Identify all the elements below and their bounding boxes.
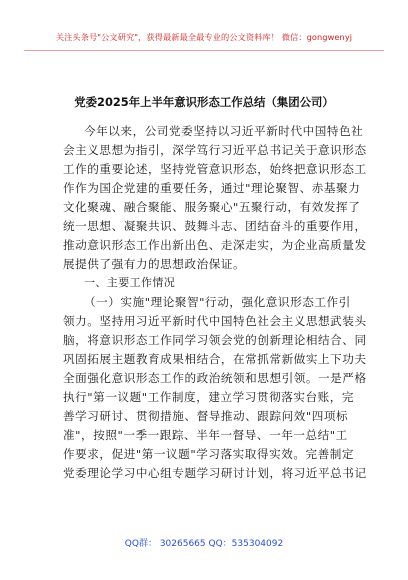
body-line: 执行"第一议题"工作制度，建立学习贯彻落实台账，完 [63,390,355,404]
body-line: 展提供了强有力的思想政治保证。 [63,257,246,271]
header-divider [24,50,384,51]
body-line: 全面强化意识形态工作的政治统领和思想引领。一是严格 [63,371,367,385]
document-title: 党委2025年上半年意识形态工作总结（集团公司） [74,95,334,109]
body-line: 党委理论学习中心组专题学习研讨计划，将习近平总书记 [63,466,367,480]
section-heading: 一、主要工作情况 [84,276,176,289]
body-line: 善学习研讨、贯彻措施、督导推动、跟踪问效"四项标 [63,409,349,423]
body-line: 文化聚魂、融合聚能、服务聚心"五聚行动，有效发挥了 [63,200,361,214]
body-line: 准"，按照"一季一跟踪、半年一督导、一年一总结"工 [63,428,348,442]
body-line: 领力。坚持用习近平新时代中国特色社会主义思想武装头 [63,314,367,328]
footer-contact-info: QQ群： 30265665 QQ：535304092 [124,539,284,549]
body-line: 统一思想、凝聚共识、鼓舞斗志、团结奋斗的重要作用， [63,219,367,233]
body-line: 工作的重要论述，坚持党管意识形态，始终把意识形态工 [63,162,367,176]
body-line: 今年以来，公司党委坚持以习近平新时代中国特色社 [84,124,364,138]
body-line: 会主义思想为指引，深学笃行习近平总书记关于意识形态 [63,143,367,157]
body-line: 脑，将意识形态工作同学习领会党的创新理论相结合、同 [63,333,367,347]
body-line: 推动意识形态工作出新出色、走深走实，为企业高质量发 [63,238,367,252]
body-line: 作要求，促进"第一议题"学习落实取得实效。完善制定 [63,447,355,461]
body-line: 巩固拓展主题教育成果相结合，在常抓常新做实上下功夫 [63,352,367,366]
body-line: （一）实施"理论聚智"行动，强化意识形态工作引 [84,295,351,309]
header-promo-note: 关注头条号"公文研究"，获得最新最全最专业的公文资料库！ 微信：gongwenyj [55,32,353,42]
body-line: 作作为国企党建的重要任务，通过"理论聚智、赤基聚力 [63,181,361,195]
